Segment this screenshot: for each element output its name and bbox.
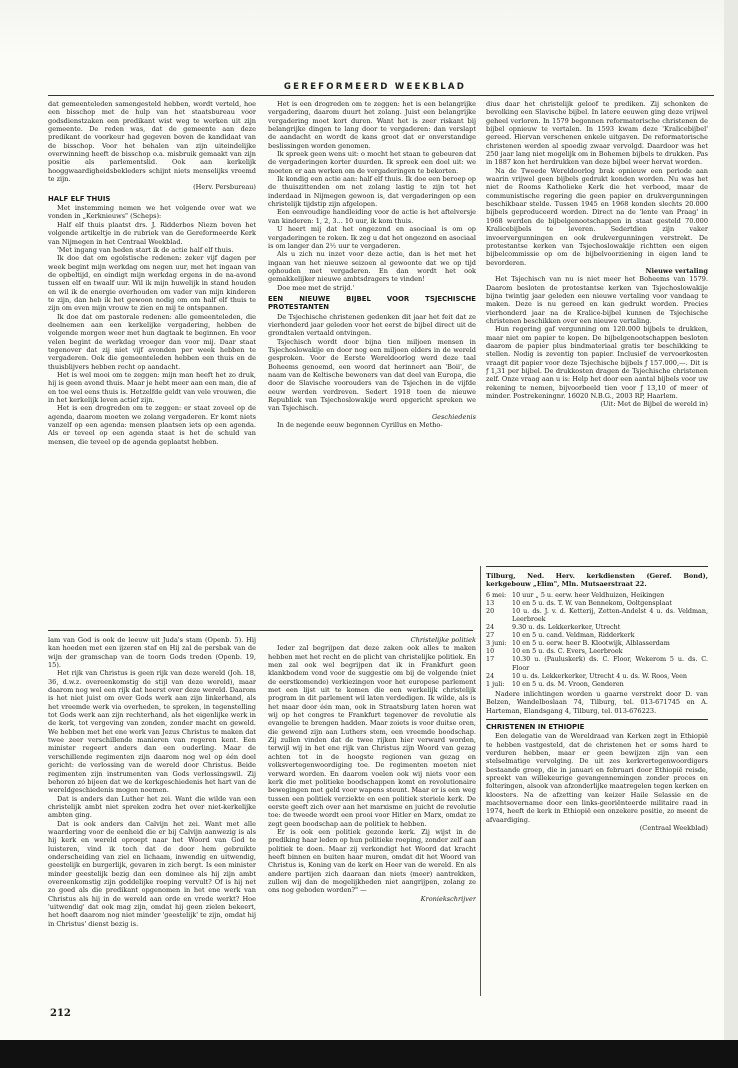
section-heading-half-elf-thuis: HALF ELF THUIS: [48, 194, 111, 203]
subheading-nieuwe-vertaling: Nieuwe vertaling: [645, 266, 708, 275]
paragraph: Met instemming nemen we het volgende over wat we vonden in „Kerknieuws" (Scheps):: [48, 204, 256, 221]
section-heading-christenen-ethiopie: CHRISTENEN IN ETHIOPIE: [486, 722, 585, 731]
schedule-row: [486, 655, 708, 671]
schedule-row: [486, 631, 708, 639]
schedule-entry: 10 en 5 u. eerw. heer B. Klootwijk, Alblasserdam: [512, 639, 670, 648]
paragraph: Het is wel mooi om te zeggen: mijn man heeft het zo druk, hij is geen avond thuis. Maar je hebt meer aan een man, die af en toe wel eens thuis is. Hetzelfde geldt van vele vrouwen, die in het kerkelijk leven actief zijn.: [48, 371, 256, 405]
schedule-date: 24: [486, 671, 495, 680]
paragraph: Nadere inlichtingen worden u gaarne verstrekt door D. van Belzen, Wandelboslaan 74, Tilburg, tel. 013-671745 en A. Harteman, Elandsgang 4, Tilburg, tel. 013-676223.: [486, 689, 708, 715]
top-column-3: [486, 100, 708, 562]
paragraph: dius daar het christelijk geloof te prediken. Zij schonken de bevolking een Slavische bijbel. In latere eeuwen ging deze vrijwel geheel verloren. In 1579 begonnen reformatorische christenen de bijbel opnieuw te vertalen. In 1593 kwam deze 'Kralicebijbel' gereed. Hiervan verschenen enkele uitgaven. De reformatorische christenen werden al spoedig zwaar vervolgd. Daardoor was het 250 jaar lang niet mogelijk om in Bohemen bijbels te drukken. Pas in 1887 kon het herdrukken van deze bijbel weer hervat worden.: [486, 100, 708, 167]
paragraph: 'Met ingang van heden start ik de actie half elf thuis.: [57, 245, 234, 254]
running-title: GEREFORMEERD WEEKBLAD: [283, 82, 467, 92]
paragraph: De Tsjechische christenen gedenken dit jaar het feit dat ze vierhonderd jaar geleden voor het eerst de bijbel direct uit de grondtalen vertaald ontvingen.: [268, 312, 476, 338]
paragraph: Een eenvoudige handleiding voor de actie is het aftelversje van kinderen: 1, 2, 3... 10 uur, ik kom thuis.: [268, 208, 476, 225]
page-number: 212: [50, 1008, 71, 1019]
top-column-2: [268, 100, 476, 576]
schedule-row: [486, 639, 708, 647]
schedule-row: [486, 599, 708, 607]
scan-edge-bar: [0, 1040, 738, 1068]
schedule-date: 10: [486, 647, 495, 656]
subheading-christelijke-politiek: Christelijke politiek: [410, 636, 476, 644]
schedule-entry: 10 en 5 u. ds. M. Vroon, Genderen: [512, 679, 624, 688]
paragraph: Ik spreek geen wens uit: o mocht het staan te gebeuren dat de vergaderingen korter duurden. Ik spreek een doel uit: we moeten er aan werken om de vergaderingen te bekorten.: [268, 150, 476, 175]
schedule-date: 20: [486, 606, 495, 615]
source-credit: (Uit: Met de Bijbel de wereld in): [600, 400, 708, 409]
schedule-entry: 10.30 u. (Pauluskerk) ds. C. Floor, Wekerom 5 u. ds. C. Floor: [512, 655, 708, 672]
page-edge: [724, 0, 738, 1068]
schedule-row: [486, 591, 708, 599]
source-credit: (Centraal Weekblad): [639, 823, 708, 832]
schedule-entry: 10 en 5 u. cand. Veldman, Ridderkerk: [512, 631, 635, 640]
schedule-date: 6 mei:: [486, 590, 507, 599]
paragraph: Hun regering gaf vergunning om 120.000 bijbels te drukken, maar niet om papier te kopen. De bijbelgenootschappen besloten daarom de papier plus bindmateriaal gratis ter beschikking te stellen. Nodig is zeventig ton papier. Inclusief de vervoerkosten vraagt dit papier voor deze Tsjechische bijbels ƒ 157.000,—. Dit is ƒ 1,31 per bijbel. De drukkosten dragen de Tsjechische christenen zelf. Onze vraag aan u is: Help het door een aantal bijbels voor uw rekening te nemen, bijvoorbeeld tien voor ƒ 13,10 of meer of minder. Postrekeningnr. 16020 N.B.G., 2003 RP, Haarlem.: [486, 325, 708, 401]
bottom-column-2: [268, 636, 476, 1008]
paragraph: Ik kondig een actie aan: half elf thuis. Ik doe een beroep op de thuiszittenden om net zolang lastig te zijn tot het inderdaad in Nijmegen gewoon is, dat vergaderingen op een christelijk tijdstip zijn afgelopen.: [268, 175, 476, 209]
schedule-entry: 10 uur „ 5 u. eerw. heer Veldhuizen, Heikingen: [512, 590, 665, 599]
paragraph: Ik doe dat om egoïstische redenen: zeker vijf dagen per week begint mijn werkdag om negen uur, met het ingaan van de opbeltijd, en eindigt mijn werkdag ergens in de na-avond tussen elf en twaalf uur. Wil ik mijn huwelijk in stand houden en wil ik de energie overhouden om vader van mijn kinderen te zijn, dan heb ik het gewoon nodig om om half elf thuis te zijn om even mijn vrouw te zien en mij te ontspannen.: [48, 254, 256, 313]
schedule-date: 24: [486, 623, 495, 632]
paragraph: Het is een drogreden om te zeggen: het is een belangrijke vergadering, daarom duurt het zolang. Juist een belangrijke vergadering moet kort duren. Want het is zeer riskant bij belangrijke dingen te lang door te vergaderen: dan verslapt de aandacht en wordt de kans groot dat er onverstandige beslissingen worden genomen.: [268, 100, 476, 150]
schedule-row: [486, 607, 708, 623]
paragraph: In de negende eeuw begonnen Cyrillus en Metho-: [277, 421, 443, 430]
bottom-column-1: [48, 636, 256, 1008]
header-rule: [48, 95, 714, 96]
bottom-column-3: [486, 572, 708, 1008]
schedule-date: 17: [486, 655, 495, 664]
service-schedule: [486, 591, 708, 688]
schedule-entry: 10 en 5 u. ds. T. W. van Bennekom, Ooltgensplaat: [512, 598, 672, 607]
paragraph-tilburg: Tilburg, Ned. Herv. kerkdiensten (Geref. Bond), kerkgebouw „Elim", Mln. Mutsaerstraat 22.: [486, 572, 708, 589]
paragraph: Als u zich nu inzet voor deze actie, dan is het met het ingaan van het nieuwe seizoen al gewoonte dat we op tijd ophouden met vergaderen. En dan wordt het ook gemakkelijker nieuwe ambtsdragers te vinden!: [268, 250, 476, 284]
paragraph: U heert mij dat het ongezond en asociaal is om op vergaderingen te roken. Ik zeg u dat het ongezond en asociaal is om langer dan 2½ uur te vergaderen.: [268, 225, 476, 250]
section-heading-nieuwe-bijbel: EEN NIEUWE BIJBEL VOOR TSJECHISCHE PROTESTANTEN: [268, 294, 476, 312]
section-divider: [486, 566, 708, 567]
paragraph: Er is ook een politiek gezonde kerk. Zij wijst in de prediking haar leden op hun politieke roeping, zonder zelf aan politiek te doen. Maar zij verkondigt het Woord dat kracht heeft binnen en buiten haar muren, omdat dit het Woord van Christus is, Koning van de kerk en Heer van de wereld. En als andere partijen zich daaraan dan niets (meer) aantrekken, zullen wij dan de mogelijkheden niet aangrijpen, zolang ze ons nog geboden worden?" —: [268, 827, 476, 895]
schedule-row: [486, 680, 708, 688]
schedule-entry: 10 u. ds. Lekkerkerker, Utrecht 4 u. ds. W. Roos, Veen: [512, 671, 688, 680]
schedule-date: 13: [486, 598, 495, 607]
paragraph: Het rijk van Christus is geen rijk van deze wereld (Joh. 18, 36, d.w.z. overeenkomstig de stijl van deze wereld), maar daarom nog wel een rijk dat heerst over deze wereld. Daarom is het niet juist om over Gods werk aan zijn linkerhand, als het vreemde werk via overheden, te spreken, in tegenstelling tot Gods werk aan zijn rechterhand, als het eigenlijke werk in de kerk, tot vergeving van zonden, zonder macht en geweld. We hebben met het ene werk van Jezus Christus te maken dat twee zeer verschillende manieren van regeren kent. Een minister regeert anders dan een ouderling. Maar de verschillende regimenten zijn daarom nog wel op één doel gericht: de verlossing van de wereld door Christus. Beide regimenten zijn instrumenten van Gods verlossingswil. Zij behoren zó bijeen dat we de kerkgeschiedenis het hart van de wereldgeschiedenis mogen noemen.: [48, 669, 256, 795]
paragraph: Dat is anders dan Luther het zei. Want die wilde van een christelijk ambt niet spreken zodra het over niet-kerkelijke ambten ging.: [48, 794, 256, 820]
paragraph: dat gemeenteleden samengesteld hebben, wordt verteld, hoe een bisschop met de hulp van het staatsbureau voor godsdienstzaken een predikant wist weg te werken uit zijn gemeente. De reden was, dat de gemeente aan deze predikant de voorkeur had gegeven boven de kandidaat van de bisschop. Voor het behalen van zijn uiteindelijke overwinning heeft de bisschop o.a. misbruik gemaakt van zijn positie als parlementslid. Ook aan kerkelijk hooggwaardigheidsbekleders schijnt niets menselijks vreemd te zijn.: [48, 100, 256, 184]
paragraph: Dat is ook anders dan Calvijn het zei. Want met alle waardering voor de eenheid die er bij Calvijn aanwezig is als hij kerk en wereld oproept naar het Woord van God te luisteren, vind ik toch dat de door hem gebruikte onderscheiding van ziel en lichaam, inwendig en uitwendig, geestelijk en burgerlijk, gevaren in zich bergt. Is een minister minder geestelijk bezig dan een dominee als hij zijn ambt overeenkomstig zijn goddelijke roeping vervult? Of is hij net zo goed als die predikant opgenomen in het ene werk van Christus als hij in de wereld aan orde en vrede werkt? Hoe 'uitwendig' dat ook mag zijn, omdat hij geen zielen bekeert, het hoeft daarom nog niet minder 'geestelijk' te zijn, omdat hij in Christus' dienst bezig is.: [48, 819, 256, 928]
paragraph: Ieder zal begrijpen dat deze zaken ook alles te maken hebben met het recht en de plicht van christelijke politiek. En men zal ook wel begrijpen dat ik in Frankfurt geen klankbodem vond voor de suggestie om bij de volgende (niet de eerstkomende) verkiezingen voor het europese parlement met een lijst uit te komen die een werkelijk christelijk program in dit parlement wil laten verdedigen. Ik wilde, als is het maar door één man, ook in Straatsburg laten horen wat wij op het congres te Frankfurt tegenover de revolutie als evangelie te brengen hadden. Maar zoiets is voor duitse oren, die gewend zijn aan Luthers stem, een vreemde boodschap. Zij zullen vinden dat de twee rijken hier verward worden, terwijl wij in het ene rijk van Christus zijn Woord van gezag achten tot in de hoogste regionen van gezag en volksvertegenwoordiging toe. De regimenten moeten niet verward worden. En daarom voelen ook wij niets voor een kerk die met politieke boodschappen komt en revolutionaire bewegingen met geld voor wapens steunt. Maar er is een weg tussen een politiek verziekte en een politiek steriele kerk. De eerste geeft zich over aan het marxisme en juicht de revolutie toe: de tweede wordt een prooi voor Hitler en Marx, omdat ze zegt geen boodschap aan de politiek te hebben.: [268, 644, 476, 828]
subheading-geschiedenis: Geschiedenis: [431, 412, 476, 421]
paragraph: Het is een drogreden om te zeggen: er staat zoveel op de agenda, daarom moeten we zolang vergaderen. Er komt niets vanzelf op een agenda: mensen plaatsen iets op een agenda. Als er teveel op een agenda staat is het de schuld van mensen, die teveel op de agenda geplaatst hebben.: [48, 404, 256, 446]
schedule-row: [486, 623, 708, 631]
schedule-entry: 10 u. ds. J. v. d. Ketterij, Zetten-Andelst 4 u. ds. Veldman, Leerbroek: [512, 606, 708, 623]
top-column-1: [48, 100, 256, 624]
author-signature: Kroniekschrijver: [420, 894, 476, 903]
paragraph: Half elf thuis plaatst drs. J. Ridderbos Niezn boven het volgende artikeltje in de rubriek van de Gereformeerde Kerk van Nijmegen in het Centraal Weekblad.: [48, 220, 256, 246]
paragraph: Een delegatie van de Wereldraad van Kerken zegt in Ethiopië te hebben vastgesteld, dat de christenen het er soms hard te verduren hebben, maar er geen bewijzen zijn van een stelselmatige vervolging. De uit zes kerkvertegenwoordigers bestaande groep, die in januari en februari door Ethiopië reisde, spreekt van willekeurige gevangennemingen zonder proces en folteringen, alsook van afzonderlijke maatregelen tegen kerken en kloosters. Na de afzetting van keizer Haile Selassie en de machtsovername door een links-georiënteerde militaire raad in 1974, heeft de kerk in Ethiopië een onzekere positie, zo meent de afvaardiging.: [486, 732, 708, 824]
column-divider: [480, 566, 481, 996]
schedule-date: 3 juni:: [486, 639, 507, 648]
paragraph: Doe mee met de strijd.': [277, 283, 355, 292]
paragraph: Het Tsjechisch van nu is niet meer het Boheems van 1579. Daarom besloten de protestantse kerken van Tsjechoslowakije bijna twintig jaar geleden een nieuwe vertaling voor vandaag te maken. Deze is nu gereed en kan gedrukt worden. Precies vierhonderd jaar na de Kralice-bijbel kunnen de Tsjechische christenen beschikken over een nieuwe vertaling.: [486, 275, 708, 325]
schedule-date: 1 juli:: [486, 679, 505, 688]
schedule-entry: 10 en 5 u. ds. C. Evers, Leerbroek: [512, 647, 623, 656]
schedule-entry: 9.30 u. ds. Lekkerkerker, Utrecht: [512, 623, 621, 632]
paragraph: Ik doe dat om pastorale redenen: alle gemeenteleden, die deelnemen aan een kerkelijke vergadering, hebben de volgende morgen weer met hun dagtaak te beginnen. En voor velen begint de werkdag vroeger dan voor mij. Daar staat tegenover dat zij niet vijf avonden per week hebben te vergaderen. Ook die gemeenteleden hebben een thuis en de thuisblijvers hebben recht op aandacht.: [48, 312, 256, 371]
paragraph: Tsjechisch wordt door bijna tien miljoen mensen in Tsjechoslowakije en door nog een miljoen elders in de wereld gesproken. Voor de Eerste Wereldoorlog werd deze taal Boheems genoemd, een woord dat herinnert aan 'Boii', de naam van de Keltische bewoners van dat deel van Europa, die door de Slavische voorouders van de Tsjechen in de vijfde eeuw werden verdreven. Sedert 1918 toen de nieuwe Republiek van Tsjechoslowakije werd opgericht spreken we van Tsjechisch.: [268, 337, 476, 413]
paragraph: Na de Tweede Wereldoorlog brak opnieuw een periode aan waarin vrijwel geen bijbels gedrukt konden worden. Nu was het niet de Rooms Katholieke Kerk die het verbood, maar de communistische regering die geen papier en drukvergunningen beschikbaar stelde. Tussen 1945 en 1968 konden slechts 20.000 bijbels geproduceerd worden. Direct na de 'lente van Praag' in 1968 werden de bijbelgenootschappen in staat gesteld 70.000 Kralicebijbels te leveren. Sedertdien zijn vaker invoervergunningen en ook drukvergunningen verstrekt. De protestantse kerken van Tsjechoslowakije richtten een eigen bijbelcommissie op om de bijbelvoorziening in eigen land te bevorderen.: [486, 166, 708, 267]
source-credit: (Herv. Persbureau): [193, 183, 256, 192]
schedule-row: [486, 647, 708, 655]
section-divider: [48, 630, 473, 631]
paragraph: lam van God is ook de leeuw uit Juda's stam (Openb. 5). Hij kan hoeden met een ijzeren staf en Hij zal de persbak van de wijn der gramschap van de toorn Gods treden (Openb. 19, 15).: [48, 636, 256, 670]
section-divider: [486, 719, 708, 720]
schedule-date: 27: [486, 631, 495, 640]
schedule-row: [486, 672, 708, 680]
page-top-shadow: [0, 0, 738, 56]
